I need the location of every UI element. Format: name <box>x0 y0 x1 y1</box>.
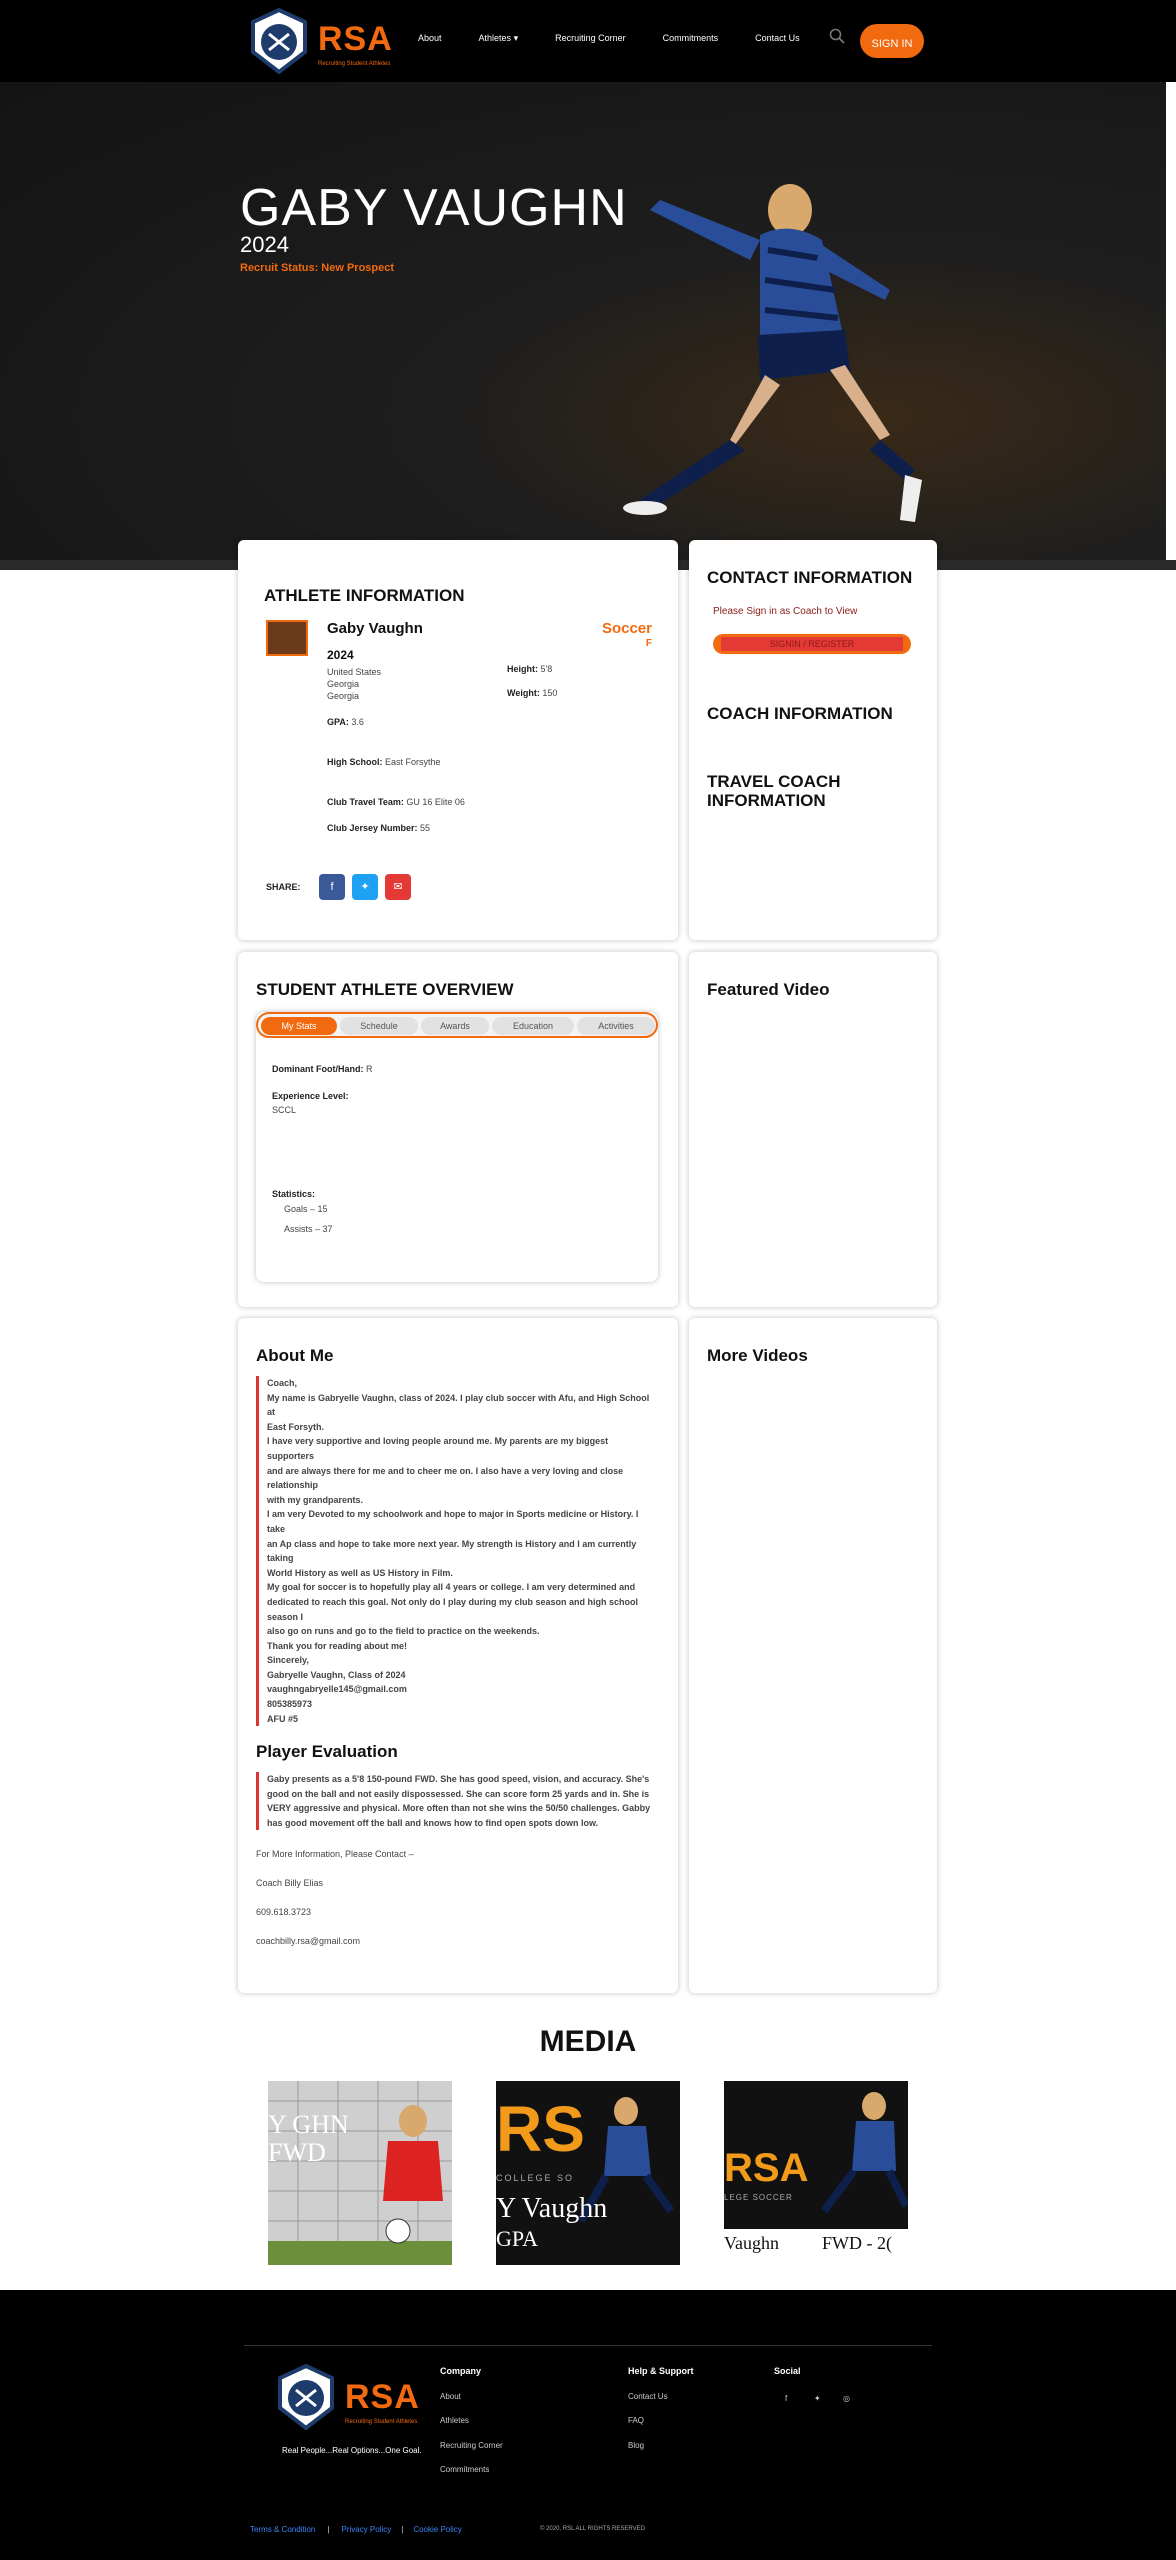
sign-in-button[interactable]: SIGN IN <box>860 24 924 58</box>
thumb1-text: Y GHN FWD <box>268 2110 349 2167</box>
about-line: My goal for soccer is to hopefully play all 4 years or college. I am very determined and <box>267 1582 636 1593</box>
featured-video-card <box>689 952 937 1307</box>
about-line: Coach, <box>267 1378 298 1388</box>
player-photo <box>560 140 930 530</box>
about-line: 805385973 <box>267 1699 313 1710</box>
coach-email: coachbilly.rsa@gmail.com <box>256 1936 361 1946</box>
club-label: Club Travel Team: <box>327 797 404 807</box>
recruit-status: Recruit Status: New Prospect <box>240 262 395 274</box>
athlete-avatar <box>266 620 308 656</box>
evaluation-line: good on the ball and not easily dispossessed. She can score form 25 yards and in. She is <box>267 1788 650 1799</box>
tab-awards[interactable]: Awards <box>421 1017 489 1035</box>
site-header <box>0 0 1176 82</box>
signin-register-label: SIGNIN / REGISTER <box>721 637 903 651</box>
athlete-year: 2024 <box>327 648 354 662</box>
cookie-link[interactable]: Cookie Policy <box>413 2525 462 2534</box>
logo-subtitle: Recruiting Student Athletes <box>318 61 391 67</box>
tab-education[interactable]: Education <box>492 1017 574 1035</box>
hero-edge <box>1166 82 1176 560</box>
nav-contact-us[interactable]: Contact Us <box>755 33 800 43</box>
athlete-class-year: 2024 <box>240 232 289 257</box>
main-nav <box>418 33 837 44</box>
about-line: vaughngabryelle145@gmail.com <box>267 1684 407 1695</box>
weight-value: 150 <box>542 688 558 698</box>
legal-links <box>250 2525 462 2534</box>
facebook-icon: f <box>330 881 334 893</box>
state: Georgia <box>327 679 360 689</box>
envelope-icon: ✉ <box>393 881 403 893</box>
soccer-photo-1 <box>268 2081 452 2265</box>
svg-text:RS: RS <box>496 2093 585 2165</box>
footer-link-about[interactable]: About <box>440 2392 461 2401</box>
more-videos-card <box>689 1318 937 1993</box>
athlete-info-card <box>238 540 678 940</box>
signin-register-button[interactable] <box>713 634 911 654</box>
evaluation-line: Gaby presents as a 5'8 150-pound FWD. She has good speed, vision, and accuracy. She's <box>267 1774 650 1784</box>
footer-social-title: Social <box>774 2366 801 2376</box>
instagram-icon[interactable]: ◎ <box>843 2394 850 2403</box>
tab-activities[interactable]: Activities <box>577 1017 655 1035</box>
about-line: Sincerely, <box>267 1655 309 1666</box>
about-line: and are always there for me and to cheer me on. I also have a very loving and close relationship <box>267 1465 624 1491</box>
twitter-icon: ✦ <box>360 881 370 893</box>
stats-panel <box>256 1012 658 1282</box>
region: Georgia <box>327 691 360 701</box>
country: United States <box>327 667 382 677</box>
copyright: © 2020, RSL ALL RIGHTS RESERVED <box>540 2526 645 2532</box>
jersey-label: Club Jersey Number: <box>327 823 418 833</box>
about-line: I am very Devoted to my schoolwork and hope to major in Sports medicine or History. I take <box>267 1509 639 1534</box>
thumb2-name: Y Vaughn <box>496 2193 608 2224</box>
athlete-name: Gaby Vaughn <box>327 620 423 637</box>
weight-row <box>507 688 557 698</box>
school-row <box>327 757 441 767</box>
experience-value: SCCL <box>272 1105 297 1115</box>
nav-athletes[interactable] <box>479 33 519 44</box>
logo-text: RSA <box>318 20 393 58</box>
privacy-link[interactable]: Privacy Policy <box>341 2525 392 2534</box>
coach-name: Coach Billy Elias <box>256 1878 324 1888</box>
statistics-label: Statistics: <box>272 1189 316 1199</box>
media-title: MEDIA <box>539 2025 637 2058</box>
evaluation-line: VERY aggressive and physical. More often than not she wins the 50/50 challenges. Gabby <box>267 1803 651 1814</box>
footer-company-title: Company <box>440 2366 482 2376</box>
height-label: Height: <box>507 664 538 674</box>
site-footer <box>0 2290 1176 2560</box>
footer-link-blog[interactable]: Blog <box>628 2441 645 2450</box>
thumb2-gpa: GPA <box>496 2226 538 2251</box>
height-value: 5'8 <box>540 664 553 674</box>
jersey-row <box>327 823 430 833</box>
more-info-text: For More Information, Please Contact – <box>256 1849 414 1859</box>
athlete-info-title: ATHLETE INFORMATION <box>264 586 465 605</box>
sport-label: Soccer <box>601 620 652 637</box>
separator: | <box>401 2525 404 2534</box>
more-videos-title: More Videos <box>707 1346 808 1365</box>
coach-info-title: COACH INFORMATION <box>707 704 893 723</box>
overview-card <box>238 952 678 1307</box>
about-line: I have very supportive and loving people around me. My parents are my biggest supporters <box>267 1436 609 1461</box>
dominant-foot-row <box>272 1064 373 1074</box>
footer-logo-text: RSA <box>345 2378 420 2416</box>
athlete-name-heading: GABY VAUGHN <box>240 179 628 237</box>
gpa-label: GPA: <box>327 717 349 727</box>
about-line: dedicated to reach this goal. Not only do I play during my club season and high school season I <box>267 1596 639 1622</box>
weight-label: Weight: <box>507 688 540 698</box>
twitter-share-button[interactable] <box>352 874 378 900</box>
svg-text:RSA: RSA <box>724 2146 809 2190</box>
footer-logo-sub: Recruiting Student Athletes <box>345 2419 418 2425</box>
tab-schedule[interactable]: Schedule <box>340 1017 418 1035</box>
club-value: GU 16 Elite 06 <box>406 797 465 807</box>
terms-link[interactable]: Terms & Condition <box>250 2525 316 2534</box>
footer-divider <box>244 2345 932 2346</box>
evaluation-text <box>256 1772 656 1830</box>
shield-logo-icon <box>250 8 308 74</box>
club-row <box>327 797 465 807</box>
about-line: Thank you for reading about me! <box>267 1640 408 1651</box>
stat-goals: Goals – 15 <box>284 1204 328 1214</box>
position-label: F <box>645 638 652 649</box>
about-line: also go on runs and go to the field to practice on the weekends. <box>267 1626 540 1637</box>
player-evaluation-title: Player Evaluation <box>256 1742 398 1761</box>
gpa-value: 3.6 <box>351 717 364 727</box>
about-text <box>256 1376 656 1726</box>
media-thumb-2[interactable] <box>496 2081 680 2265</box>
gpa-row <box>327 717 364 727</box>
footer-link-athletes[interactable]: Athletes <box>440 2416 469 2425</box>
travel-coach-title: TRAVEL COACH INFORMATION <box>707 772 841 810</box>
facebook-icon[interactable]: f <box>785 2394 788 2403</box>
email-share-button[interactable] <box>385 874 411 900</box>
footer-link-commitments[interactable]: Commitments <box>440 2465 490 2474</box>
nav-athletes-label: Athletes <box>478 33 512 43</box>
about-line: an Ap class and hope to take more next year. My strength is History and I am currently taking <box>267 1538 637 1564</box>
height-row <box>507 664 552 674</box>
media-thumb-3[interactable] <box>724 2081 908 2265</box>
separator: | <box>327 2525 330 2534</box>
experience-label: Experience Level: <box>272 1091 349 1101</box>
footer-shield-logo-icon <box>277 2364 335 2430</box>
dominant-foot-value: R <box>366 1064 373 1074</box>
coach-phone: 609.618.3723 <box>256 1907 312 1917</box>
about-line: My name is Gabryelle Vaughn, class of 2024. I play club soccer with Afu, and High School at <box>267 1392 650 1418</box>
stat-assists: Assists – 37 <box>284 1224 333 1234</box>
overview-title: STUDENT ATHLETE OVERVIEW <box>256 980 514 999</box>
school-label: High School: <box>327 757 383 767</box>
dominant-foot-label: Dominant Foot/Hand: <box>272 1064 364 1074</box>
contact-card <box>689 540 937 940</box>
thumb3-name: Vaughn <box>724 2233 779 2253</box>
share-label: SHARE: <box>266 882 301 892</box>
contact-signin-note: Please Sign in as Coach to View <box>713 606 858 617</box>
footer-logo[interactable] <box>275 2362 420 2432</box>
nav-recruiting-corner[interactable]: Recruiting Corner <box>555 33 626 43</box>
jersey-value: 55 <box>420 823 431 833</box>
media-thumb-1[interactable] <box>268 2081 452 2265</box>
footer-help-title: Help & Support <box>628 2366 694 2376</box>
about-line: AFU #5 <box>267 1713 299 1724</box>
footer-link-faq[interactable]: FAQ <box>628 2416 645 2425</box>
overview-tabs <box>256 1012 658 1038</box>
footer-link-contact[interactable]: Contact Us <box>628 2392 668 2401</box>
footer-link-recruiting[interactable]: Recruiting Corner <box>440 2441 503 2450</box>
contact-info-title: CONTACT INFORMATION <box>707 568 913 587</box>
nav-commitments[interactable]: Commitments <box>662 33 719 43</box>
about-line: Gabryelle Vaughn, Class of 2024 <box>267 1669 406 1680</box>
thumb2-sub: COLLEGE SO <box>496 2173 575 2183</box>
about-card <box>238 1318 678 1993</box>
rsa-logo[interactable] <box>248 6 393 74</box>
school-value: East Forsythe <box>385 757 441 767</box>
facebook-share-button[interactable] <box>319 874 345 900</box>
about-line: World History as well as US History in Film. <box>267 1567 453 1578</box>
evaluation-line: has good movement off the ball and knows how to find open spots down low. <box>267 1817 599 1828</box>
thumb3-sub: LEGE SOCCER <box>724 2193 793 2202</box>
tab-my-stats[interactable]: My Stats <box>261 1017 337 1035</box>
nav-about[interactable]: About <box>418 33 442 43</box>
featured-video-title: Featured Video <box>707 980 830 999</box>
twitter-icon[interactable]: ✦ <box>814 2394 821 2403</box>
footer-tagline: Real People...Real Options...One Goal. <box>282 2446 422 2455</box>
search-icon[interactable] <box>829 28 845 44</box>
about-line: with my grandparents. <box>267 1494 364 1505</box>
thumb3-fwd: FWD - 2( <box>822 2233 892 2253</box>
about-line: East Forsyth. <box>267 1421 325 1432</box>
about-title: About Me <box>256 1346 334 1365</box>
caret-down-icon: ▾ <box>513 33 519 43</box>
